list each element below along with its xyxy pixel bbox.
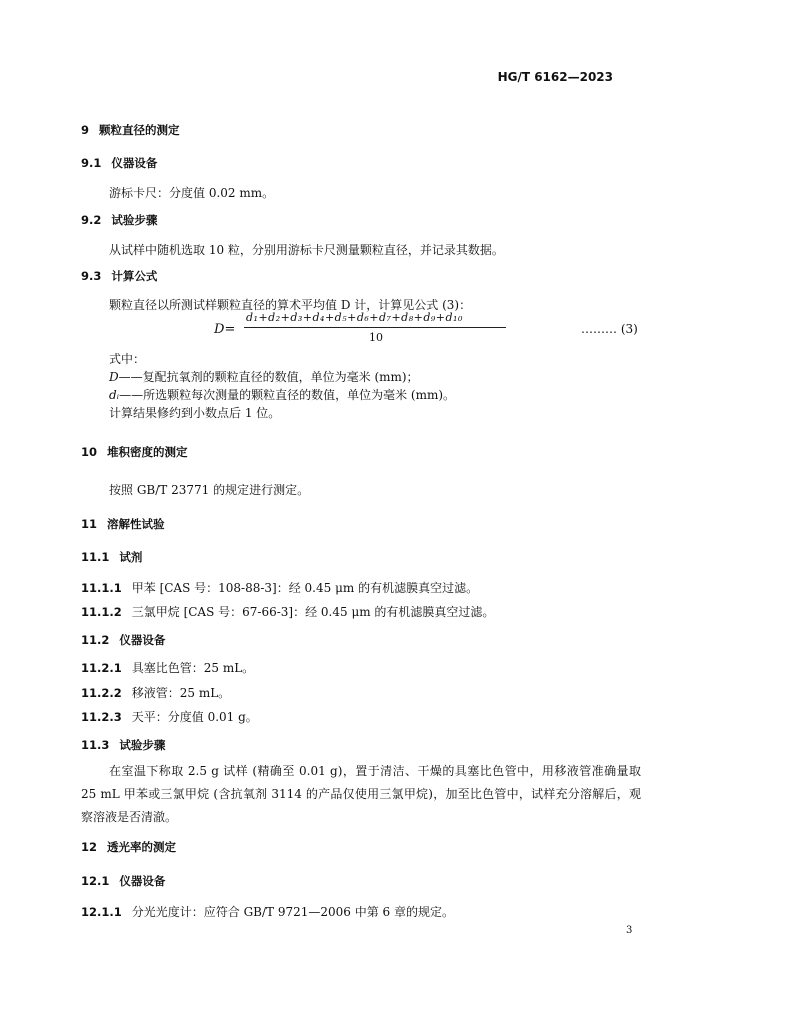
- section-12-heading: [81, 839, 176, 855]
- section-title: 试验步骤: [111, 213, 158, 227]
- section-title: 仪器设备: [119, 874, 166, 888]
- variable-text: ——所选颗粒每次测量的颗粒直径的数值，单位为毫米 (mm)。: [119, 388, 456, 402]
- section-9-2-body: 从试样中随机选取 10 粒，分别用游标卡尺测量颗粒直径，并记录其数据。: [109, 243, 504, 257]
- section-number: 9.3: [81, 269, 102, 283]
- item-12-1-1: [81, 903, 454, 920]
- section-11-3-heading: [81, 737, 165, 753]
- section-title: 溶解性试验: [107, 517, 165, 531]
- section-title: 计算公式: [111, 269, 158, 283]
- section-12-1-heading: [81, 873, 165, 889]
- item-11-1-2: [81, 603, 494, 620]
- section-title: 试剂: [119, 550, 143, 564]
- item-11-1-1: [81, 579, 478, 596]
- section-9-2-heading: [81, 212, 157, 228]
- formula-lhs: D=: [214, 322, 236, 337]
- item-11-2-2: [81, 684, 230, 701]
- section-title: 试验步骤: [119, 738, 166, 752]
- section-number: 9.1: [81, 156, 102, 170]
- variable-d-definition: [109, 386, 455, 403]
- item-11-2-1: [81, 659, 254, 676]
- section-11-2-heading: [81, 632, 165, 648]
- section-title: 颗粒直径的测定: [99, 123, 180, 137]
- section-9-1-body: 游标卡尺：分度值 0.02 mm。: [109, 186, 275, 200]
- section-number: 12.1: [81, 874, 110, 888]
- item-number: 11.1.1: [81, 581, 122, 595]
- section-10-body: 按照 GB/T 23771 的规定进行测定。: [109, 483, 310, 497]
- section-number: 11: [81, 517, 98, 531]
- section-title: 仪器设备: [119, 633, 166, 647]
- section-10-heading: [81, 444, 188, 460]
- section-title: 堆积密度的测定: [107, 445, 188, 459]
- item-text: 三氯甲烷 [CAS 号：67-66-3]：经 0.45 μm 的有机滤膜真空过滤。: [131, 605, 495, 619]
- section-number: 9: [81, 123, 90, 137]
- section-number: 11.3: [81, 738, 110, 752]
- item-number: 11.1.2: [81, 605, 122, 619]
- section-number: 11.1: [81, 550, 110, 564]
- item-11-2-3: [81, 708, 258, 725]
- section-number: 12: [81, 840, 98, 854]
- variable-symbol: D: [109, 370, 119, 384]
- formula-reference: ……… (3): [581, 322, 638, 336]
- fraction-bar: [244, 327, 506, 328]
- formula-numerator: d₁+d₂+d₃+d₄+d₅+d₆+d₇+d₈+d₉+d₁₀: [246, 311, 463, 324]
- page-number: 3: [626, 925, 633, 936]
- item-number: 11.2.1: [81, 661, 122, 675]
- section-9-heading: [81, 122, 180, 138]
- section-11-heading: [81, 516, 165, 532]
- section-11-3-body: 在室温下称取 2.5 g 试样 (精确至 0.01 g)，置于清洁、干燥的具塞比色管中，用移液管准确量取 25 mL 甲苯或三氯甲烷 (含抗氧剂 3114 的产品仅使用三氯甲烷)，加至比色管中，试样充分溶解后，观察溶液是否清澈。: [81, 764, 641, 824]
- item-text: 分光光度计：应符合 GB/T 9721—2006 中第 6 章的规定。: [131, 905, 454, 919]
- item-number: 12.1.1: [81, 905, 122, 919]
- item-text: 甲苯 [CAS 号：108-88-3]：经 0.45 μm 的有机滤膜真空过滤。: [131, 581, 479, 595]
- formula-intro: 颗粒直径以所测试样颗粒直径的算术平均值 D 计，计算见公式 (3)：: [109, 298, 472, 312]
- item-number: 11.2.2: [81, 686, 122, 700]
- variable-symbol: dᵢ: [109, 388, 120, 402]
- item-text: 移液管：25 mL。: [131, 686, 231, 700]
- where-label: 式中：: [109, 352, 146, 366]
- section-title: 透光率的测定: [107, 840, 177, 854]
- item-text: 天平：分度值 0.01 g。: [131, 710, 258, 724]
- rounding-note: 计算结果修约到小数点后 1 位。: [109, 406, 281, 420]
- section-11-1-heading: [81, 549, 142, 565]
- section-9-3-heading: [81, 268, 157, 284]
- item-number: 11.2.3: [81, 710, 122, 724]
- item-text: 具塞比色管：25 mL。: [131, 661, 255, 675]
- section-number: 11.2: [81, 633, 110, 647]
- section-9-1-heading: [81, 155, 157, 171]
- formula-denominator: 10: [369, 331, 383, 344]
- variable-text: ——复配抗氧剂的颗粒直径的数值，单位为毫米 (mm)；: [118, 370, 419, 384]
- variable-D-definition: [109, 368, 419, 385]
- section-title: 仪器设备: [111, 156, 158, 170]
- document-code: HG/T 6162—2023: [497, 70, 613, 84]
- section-number: 9.2: [81, 213, 102, 227]
- section-number: 10: [81, 445, 98, 459]
